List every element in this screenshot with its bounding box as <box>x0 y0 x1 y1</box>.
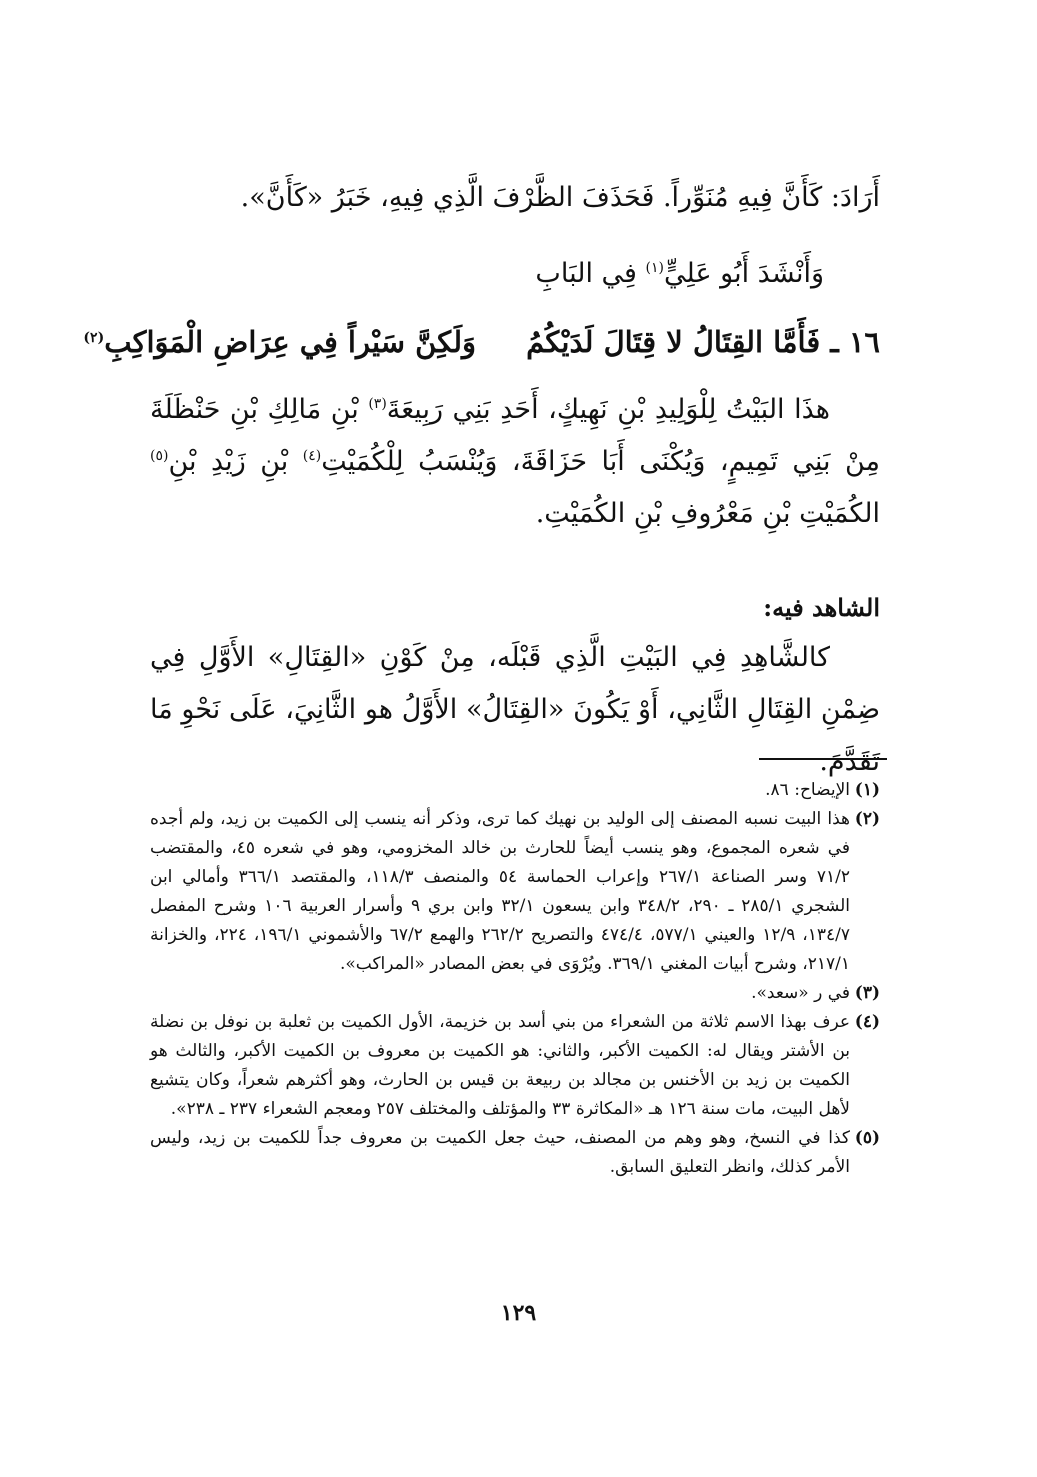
citation-line <box>150 254 880 294</box>
verse-second-hemistich <box>83 320 476 364</box>
poetry-verse <box>83 320 880 364</box>
footnote <box>150 979 880 1008</box>
opening-line: أَرَادَ: كَأَنَّ فِيهِ مُنَوِّراً. فَحَذَفَ الظَّرْفَ الَّذِي فِيهِ، خَبَرُ «كَأَنَّ». <box>240 182 880 213</box>
verse-first-hemistich: فَأَمَّا القِتَالُ لا قِتَالَ لَدَيْكُمُ <box>526 325 821 359</box>
page-number: ١٢٩ <box>500 1300 537 1326</box>
verse-second-text: وَلَكِنَّ سَيْراً فِي عِرَاضِ الْمَوَاكِبِ <box>104 325 477 359</box>
citation-text: وَأَنْشَدَ أَبُو عَلِيٍّ <box>664 258 824 289</box>
footnote-number: (٥) <box>854 1128 880 1148</box>
footnote <box>150 805 880 979</box>
footnote-divider <box>759 758 887 760</box>
citation-text-end: فِي البَابِ <box>535 258 646 289</box>
footnote-text: الإيضاح: ٨٦. <box>765 780 850 800</box>
footnote-ref-5: (٥) <box>150 448 169 464</box>
commentary-paragraph <box>150 384 880 540</box>
footnote-number: (٤) <box>854 1012 880 1032</box>
verse-number: ١٦ ـ <box>830 325 880 359</box>
section-heading: الشاهد فيه: <box>763 593 880 622</box>
footnote-number: (٢) <box>854 809 880 829</box>
footnote-number: (٣) <box>854 983 880 1003</box>
commentary-text-3: بْنِ زَيْدِ بْنِ <box>168 446 303 477</box>
footnote-ref-2: (٢) <box>83 330 105 346</box>
footnote-text: في ر «سعد». <box>751 983 850 1003</box>
evidence-paragraph: كالشَّاهِدِ فِي البَيْتِ الَّذِي قَبْلَه، مِنْ كَوْنِ «القِتَالِ» الأَوَّلِ فِي ضِمْنِ القِتَالِ الثَّانِي، أَوْ يَكُونَ «القِتَالُ» الأَوَّلُ هو الثَّانِيَ، عَلَى نَحْوِ مَا تَقَدَّمَ. <box>150 642 881 777</box>
footnote-text: عرف بهذا الاسم ثلاثة من الشعراء من بني أسد بن خزيمة، الأول الكميت بن ثعلبة بن نوفل بن نضلة بن الأشتر ويقال له: الكميت الأكبر، والثاني: هو الكميت بن معروف بن الكميت الأكبر، والثالث هو الكميت بن زيد بن الأخنس بن مجالد بن ربيعة بن قيس بن الحارث، وهو أكثرهم شعراً، وكان يتشيع لأهل البيت، مات سنة ١٢٦ هـ «المكاثرة ٣٣ والمؤتلف والمختلف ٢٥٧ ومعجم الشعراء ٢٣٧ ـ ٢٣٨». <box>150 1012 850 1119</box>
footnote-text: هذا البيت نسبه المصنف إلى الوليد بن نهيك كما ترى، وذكر أنه ينسب إلى الكميت بن زيد، ولم أجده في شعره المجموع، وهو ينسب أيضاً للحارث بن خالد المخزومي، وهو في شعره ٤٥، والمقتضب ٧١/٢ وسر الصناعة ٢٦٧/١ وإعراب الحماسة ٥٤ والمنصف ١١٨/٣، والمقتصد ٣٦٦/١ وأمالي ابن الشجري ٢٨٥/١ ـ ٢٩٠، ٣٤٨/٢ وابن يسعون ٣٢/١ وابن بري ٩ وأسرار العربية ١٠٦ وشرح المفصل ١٣٤/٧، ١٢/٩ والعيني ٥٧٧/١، ٤٧٤/٤ والتصريح ٢٦٢/٢ والهمع ٦٧/٢ والأشموني ١٩٦/١، ٢٢٤، والخزانة ٢١٧/١، وشرح أبيات المغني ٣٦٩/١. ويُرْوَى في بعض المصادر «المراكب». <box>150 809 851 974</box>
footnote <box>150 1124 880 1182</box>
footnote-ref-1: (١) <box>645 260 664 276</box>
footnote-text: كذا في النسخ، وهو وهم من المصنف، حيث جعل الكميت بن معروف جداً للكميت بن زيد، وليس الأمر كذلك، وانظر التعليق السابق. <box>150 1128 850 1177</box>
commentary-text-4: الكُمَيْتِ بْنِ مَعْرُوفِ بْنِ الكُمَيْتِ. <box>535 498 880 529</box>
footnote <box>150 776 880 805</box>
footnotes <box>150 776 880 1182</box>
footnote-ref-3: (٣) <box>368 396 387 412</box>
footnote <box>150 1008 880 1124</box>
footnote-ref-4: (٤) <box>302 448 322 464</box>
commentary-text-2: بْنِ مَالِكِ بْنِ حَنْظَلَةَ مِنْ بَنِي تَمِيمٍ، وَيُكْنَى أَبَا حَزَاقَةَ، وَيُنْسَبُ لِلْكُمَيْتِ <box>150 394 881 477</box>
footnote-number: (١) <box>854 780 880 800</box>
commentary-text-1: هذَا البَيْتُ لِلْوَلِيدِ بْنِ نَهِيكٍ، أَحَدِ بَنِي رَبِيعَةَ <box>386 394 830 425</box>
page-body <box>83 160 881 788</box>
